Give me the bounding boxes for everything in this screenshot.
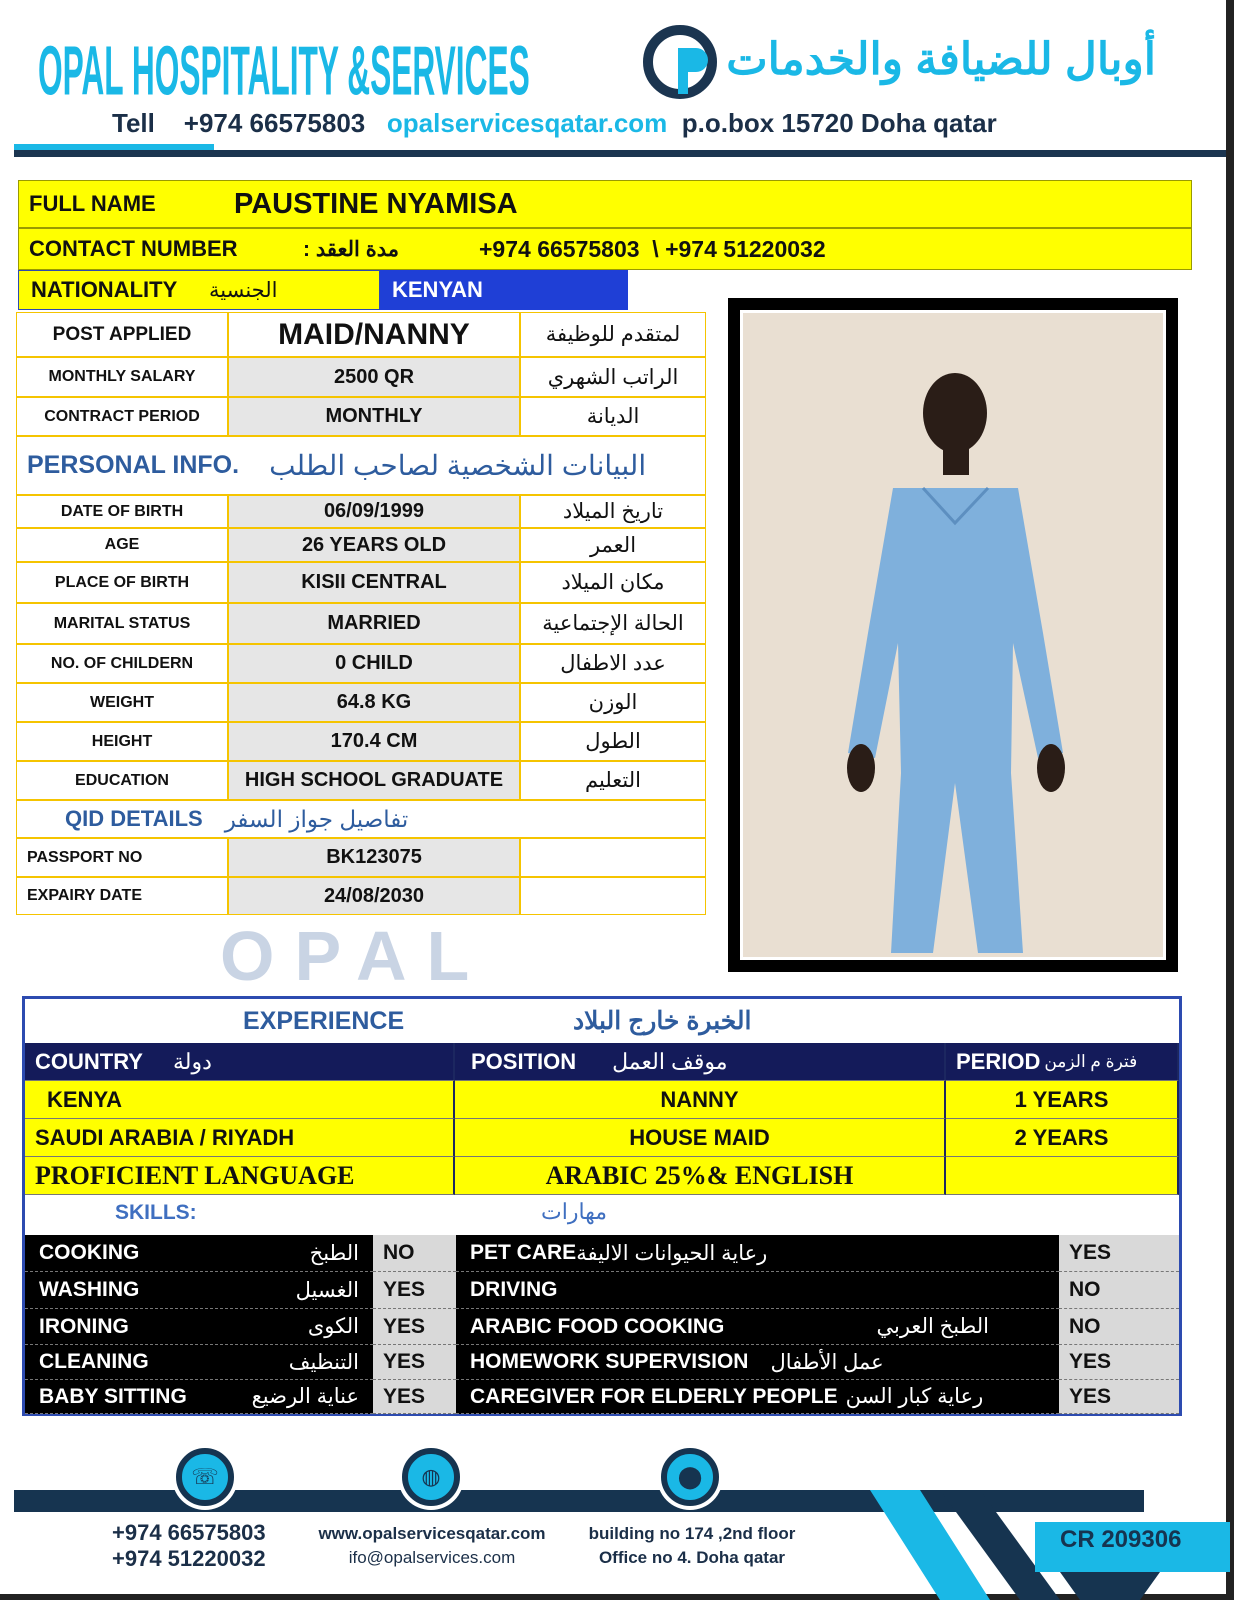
col-position-arabic: موقف العمل (612, 1048, 728, 1074)
language-label: PROFICIENT LANGUAGE (25, 1157, 455, 1195)
dob-label: DATE OF BIRTH (16, 495, 228, 528)
candidate-photo (728, 298, 1178, 972)
contract-period-label: CONTRACT PERIOD (16, 397, 228, 436)
age-arabic: العمر (520, 528, 706, 562)
nationality-value: KENYAN (380, 270, 628, 310)
experience-header (25, 999, 1179, 1043)
header-website[interactable]: opalservicesqatar.com (386, 108, 668, 138)
personal-info-title-arabic: البيانات الشخصية لصاحب الطلب (269, 450, 647, 481)
skill-driving-value: NO (1059, 1272, 1179, 1309)
qid-details-title-arabic: تفاصيل جواز السفر (224, 805, 409, 832)
place-of-birth-arabic: مكان الميلاد (520, 562, 706, 603)
weight-value: 64.8 KG (228, 683, 520, 722)
skills-title: SKILLS: (115, 1201, 197, 1224)
passport-label: PASSPORT NO (16, 838, 228, 877)
place-of-birth-value: KISII CENTRAL (228, 562, 520, 603)
dob-value: 06/09/1999 (228, 495, 520, 528)
exp-row-2-period: 2 YEARS (946, 1119, 1179, 1157)
marital-status-arabic: الحالة الإجتماعية (520, 603, 706, 644)
dob-arabic: تاريخ الميلاد (520, 495, 706, 528)
passport-empty (520, 838, 706, 877)
location-pin-icon: ⬤ (661, 1448, 719, 1506)
header-phone: +974 66575803 (183, 108, 366, 138)
language-value: ARABIC 25%& ENGLISH (455, 1157, 946, 1195)
height-label: HEIGHT (16, 722, 228, 761)
header-pobox: p.o.box 15720 Doha qatar (681, 108, 997, 138)
footer-address (572, 1522, 812, 1570)
contract-period-value: MONTHLY (228, 397, 520, 436)
col-position-label: POSITION (471, 1048, 577, 1074)
skill-arabic-food: ARABIC FOOD COOKING الطبخ العربي (456, 1309, 1059, 1345)
post-applied-value: MAID/NANNY (228, 312, 520, 357)
skill-driving: DRIVING (456, 1272, 1059, 1309)
exp-row-2-country: SAUDI ARABIA / RIYADH (25, 1119, 455, 1157)
exp-row-2-position: HOUSE MAID (455, 1119, 946, 1157)
nationality-label: NATIONALITY (31, 277, 178, 302)
marital-status-label: MARITAL STATUS (16, 603, 228, 644)
contract-period-arabic: الديانة (520, 397, 706, 436)
salary-value: 2500 QR (228, 357, 520, 397)
phone-icon: ☏ (176, 1448, 234, 1506)
company-name: OPAL HOSPITALITY &SERVICES (38, 33, 530, 111)
footer-website[interactable]: www.opalservicesqatar.com (318, 1524, 546, 1543)
exp-row-1-period: 1 YEARS (946, 1081, 1179, 1119)
education-value: HIGH SCHOOL GRADUATE (228, 761, 520, 800)
col-country-label: COUNTRY (35, 1048, 143, 1074)
footer-address-1: building no 174 ,2nd floor (588, 1524, 796, 1543)
age-value: 26 YEARS OLD (228, 528, 520, 562)
weight-label: WEIGHT (16, 683, 228, 722)
height-value: 170.4 CM (228, 722, 520, 761)
post-applied-label: POST APPLIED (16, 312, 228, 357)
education-label: EDUCATION (16, 761, 228, 800)
skill-washing: WASHING الغسيل (25, 1272, 373, 1309)
col-period (946, 1043, 1179, 1081)
skill-homework: HOMEWORK SUPERVISION عمل الأطفال (456, 1345, 1059, 1380)
skill-elderly-care: CAREGIVER FOR ELDERLY PEOPLE رعاية كبار السن (456, 1380, 1059, 1414)
company-name-arabic: أوبال للضيافة والخدمات (726, 35, 1156, 84)
education-arabic: التعليم (520, 761, 706, 800)
contact-numbers: +974 66575803 \ +974 51220032 (479, 235, 826, 262)
full-name: PAUSTINE NYAMISA (234, 187, 518, 220)
nationality-label-cell (18, 270, 380, 310)
qid-details-header (16, 800, 706, 838)
col-country-arabic: دولة (172, 1048, 212, 1074)
age-label: AGE (16, 528, 228, 562)
skill-homework-value: YES (1059, 1345, 1179, 1380)
skill-ironing-value: YES (373, 1309, 456, 1345)
experience-title-arabic: الخبرة خارج البلاد (573, 1007, 752, 1035)
personal-info-title: PERSONAL INFO. (27, 451, 240, 479)
exp-row-1-country: KENYA (25, 1081, 455, 1119)
passport-value: BK123075 (228, 838, 520, 877)
experience-title: EXPERIENCE (243, 1006, 405, 1035)
company-logo (636, 22, 732, 102)
skill-ironing: IRONING الكوى (25, 1309, 373, 1345)
children-value: 0 CHILD (228, 644, 520, 683)
children-label: NO. OF CHILDERN (16, 644, 228, 683)
tel-label: Tell (112, 108, 155, 138)
globe-icon: ◍ (402, 1448, 460, 1506)
skill-cleaning-value: YES (373, 1345, 456, 1380)
footer-email[interactable]: ifo@opalservices.com (348, 1548, 516, 1567)
footer-address-2: Office no 4. Doha qatar (598, 1548, 786, 1567)
exp-row-1-position: NANNY (455, 1081, 946, 1119)
children-arabic: عدد الاطفال (520, 644, 706, 683)
skill-pet-care: PET CARE رعاية الحيوانات الاليفة (456, 1235, 1059, 1272)
watermark-logo: OPAL (220, 917, 490, 995)
skill-washing-value: YES (373, 1272, 456, 1309)
contact-row (18, 228, 1192, 270)
contact-label: CONTACT NUMBER (29, 236, 238, 261)
skills-title-arabic: مهارات (541, 1199, 608, 1224)
expiry-label: EXPAIRY DATE (16, 877, 228, 915)
skill-baby-sitting-value: YES (373, 1380, 456, 1414)
language-empty (946, 1157, 1179, 1195)
salary-arabic: الراتب الشهري (520, 357, 706, 397)
col-position (455, 1043, 946, 1081)
personal-info-header (16, 436, 706, 495)
marital-status-value: MARRIED (228, 603, 520, 644)
weight-arabic: الوزن (520, 683, 706, 722)
salary-label: MONTHLY SALARY (16, 357, 228, 397)
post-applied-arabic: لمتقدم للوظيفة (520, 312, 706, 357)
skill-baby-sitting: BABY SITTING عناية الرضيع (25, 1380, 373, 1414)
footer-phone-2: +974 51220032 (112, 1546, 266, 1571)
nationality-label-arabic: الجنسية (209, 278, 278, 302)
skill-elderly-care-value: YES (1059, 1380, 1179, 1414)
qid-details-title: QID DETAILS (65, 806, 203, 831)
header-contact-line (112, 108, 997, 139)
candidate-figure (743, 313, 1163, 957)
col-country (25, 1043, 455, 1081)
full-name-row (18, 180, 1192, 228)
header-divider (14, 150, 1226, 157)
col-period-arabic: فترة م الزمن (1044, 1051, 1138, 1071)
skill-cleaning: CLEANING التنظيف (25, 1345, 373, 1380)
full-name-label: FULL NAME (29, 191, 156, 216)
expiry-value: 24/08/2030 (228, 877, 520, 915)
cr-number: CR 209306 (1060, 1526, 1182, 1553)
col-period-label: PERIOD (956, 1048, 1041, 1074)
experience-section (22, 996, 1182, 1416)
footer-phones (112, 1520, 266, 1572)
skill-arabic-food-value: NO (1059, 1309, 1179, 1345)
expiry-empty (520, 877, 706, 915)
footer-web (312, 1522, 552, 1570)
skill-cooking: COOKING الطبخ (25, 1235, 373, 1272)
place-of-birth-label: PLACE OF BIRTH (16, 562, 228, 603)
contact-label-arabic: مدة العقد : (303, 237, 399, 261)
height-arabic: الطول (520, 722, 706, 761)
footer-phone-1: +974 66575803 (112, 1520, 266, 1545)
skill-pet-care-value: YES (1059, 1235, 1179, 1272)
skill-cooking-value: NO (373, 1235, 456, 1272)
